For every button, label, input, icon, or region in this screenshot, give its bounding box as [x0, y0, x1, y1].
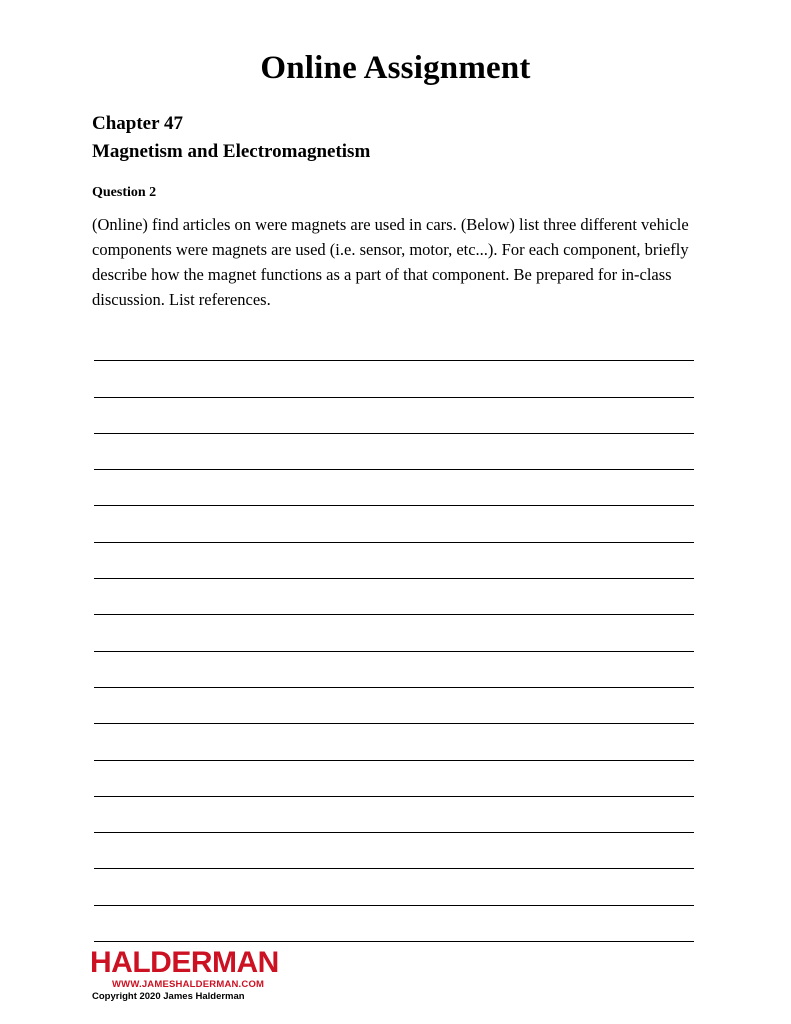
copyright-notice: Copyright 2020 James Halderman: [92, 991, 245, 1002]
question-prompt: (Online) find articles on were magnets are used in cars. (Below) list three different vehicle components were magnets are used (i.e. sensor, motor, etc...). For each component, briefly describe how the magnet functions as a part of that component. Be prepared for in-class discussion. List references.: [92, 215, 689, 310]
answer-line[interactable]: [94, 869, 694, 905]
page-footer: [90, 948, 390, 1002]
answer-line[interactable]: [94, 615, 694, 651]
website-url: WWW.JAMESHALDERMAN.COM: [112, 979, 265, 990]
chapter-heading: [92, 110, 370, 165]
question-label: Question 2: [92, 185, 157, 200]
page-title: Online Assignment: [260, 50, 531, 86]
answer-line[interactable]: [94, 361, 694, 397]
answer-line[interactable]: [94, 543, 694, 579]
answer-lines: [94, 325, 694, 942]
answer-line[interactable]: [94, 833, 694, 869]
answer-line[interactable]: [94, 906, 694, 942]
answer-line[interactable]: [94, 506, 694, 542]
answer-line[interactable]: [94, 579, 694, 615]
answer-line[interactable]: [94, 652, 694, 688]
answer-line[interactable]: [94, 724, 694, 760]
answer-line[interactable]: [94, 761, 694, 797]
chapter-number: Chapter 47: [92, 113, 183, 134]
answer-line[interactable]: [94, 434, 694, 470]
answer-line[interactable]: [94, 470, 694, 506]
chapter-title: Magnetism and Electromagnetism: [92, 140, 371, 162]
answer-line[interactable]: [94, 797, 694, 833]
answer-line[interactable]: [94, 688, 694, 724]
halderman-logo: HALDERMAN: [90, 946, 279, 979]
answer-line[interactable]: [94, 398, 694, 434]
answer-line[interactable]: [94, 325, 694, 361]
